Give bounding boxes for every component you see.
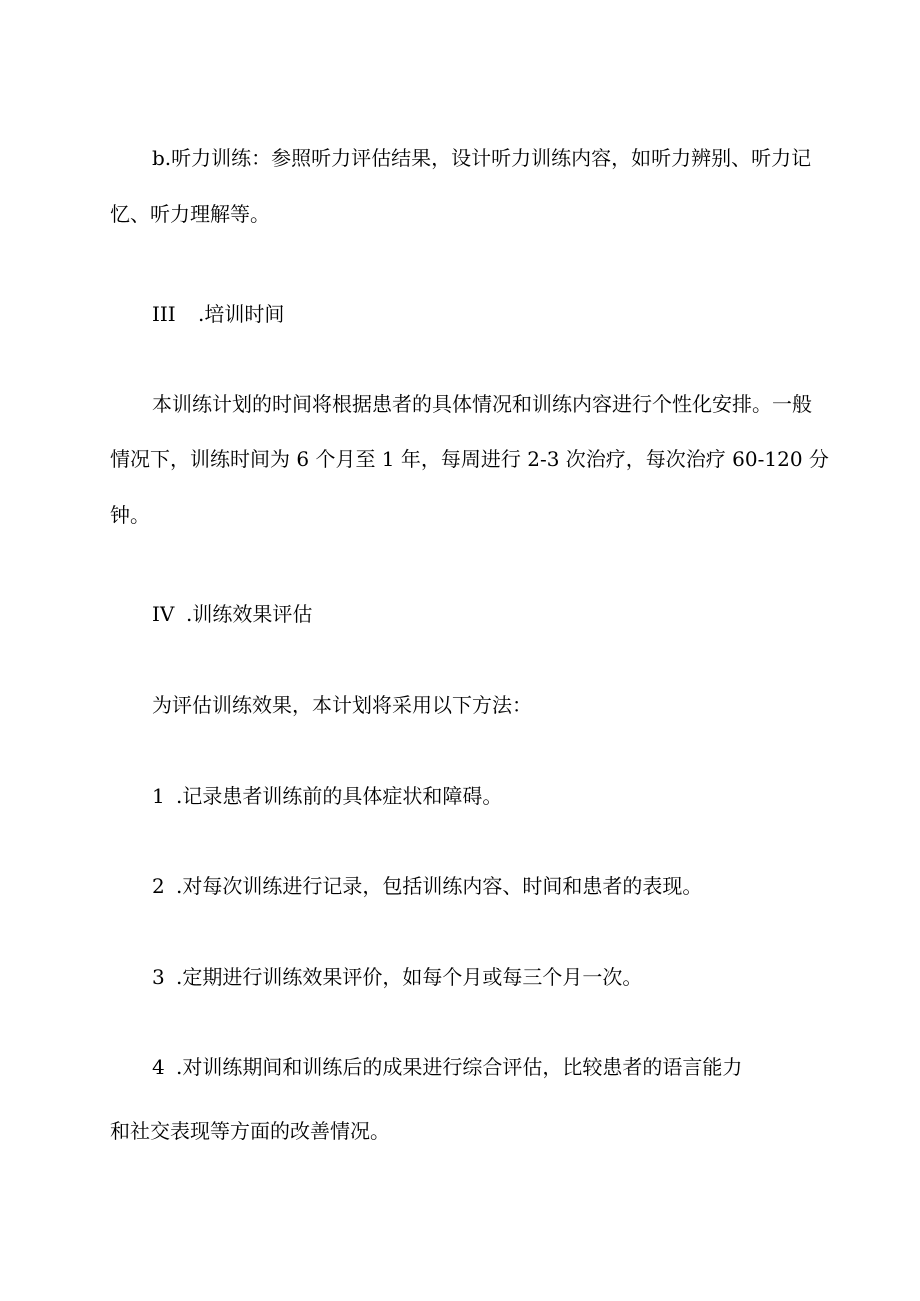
method-item xyxy=(152,965,642,989)
methods-intro: 为评估训练效果，本计划将采用以下方法： xyxy=(152,693,532,717)
method-item xyxy=(152,1055,742,1079)
listening-training-line-2: 忆、听力理解等。 xyxy=(110,202,270,226)
item-number: 2 xyxy=(152,874,165,898)
listening-training-line-1: b.听力训练：参照听力评估结果，设计听力训练内容，如听力辨别、听力记 xyxy=(152,146,812,170)
schedule-line-1: 本训练计划的时间将根据患者的具体情况和训练内容进行个性化安排。一般 xyxy=(152,392,812,416)
item-text: .记录患者训练前的具体症状和障碍。 xyxy=(176,784,503,808)
section-heading-training-time xyxy=(152,302,284,326)
item-number: 3 xyxy=(152,965,165,989)
item-number: 1 xyxy=(152,784,165,808)
item-number: 4 xyxy=(152,1055,165,1079)
section-number: III xyxy=(152,302,176,326)
schedule-line-3: 钟。 xyxy=(110,503,150,527)
section-number: IV xyxy=(152,602,175,626)
section-title: .培训时间 xyxy=(198,302,285,326)
item-text: .对每次训练进行记录，包括训练内容、时间和患者的表现。 xyxy=(176,874,703,898)
item-text: .对训练期间和训练后的成果进行综合评估，比较患者的语言能力 xyxy=(176,1055,743,1079)
section-title: .训练效果评估 xyxy=(186,602,313,626)
schedule-line-2: 情况下，训练时间为 6 个月至 1 年，每周进行 2-3 次治疗，每次治疗 60-120 分 xyxy=(110,447,829,471)
section-heading-training-evaluation xyxy=(152,602,312,626)
item-text: .定期进行训练效果评价，如每个月或每三个月一次。 xyxy=(176,965,643,989)
method-item-4-line-2: 和社交表现等方面的改善情况。 xyxy=(110,1119,390,1143)
method-item xyxy=(152,784,502,808)
method-item xyxy=(152,874,702,898)
